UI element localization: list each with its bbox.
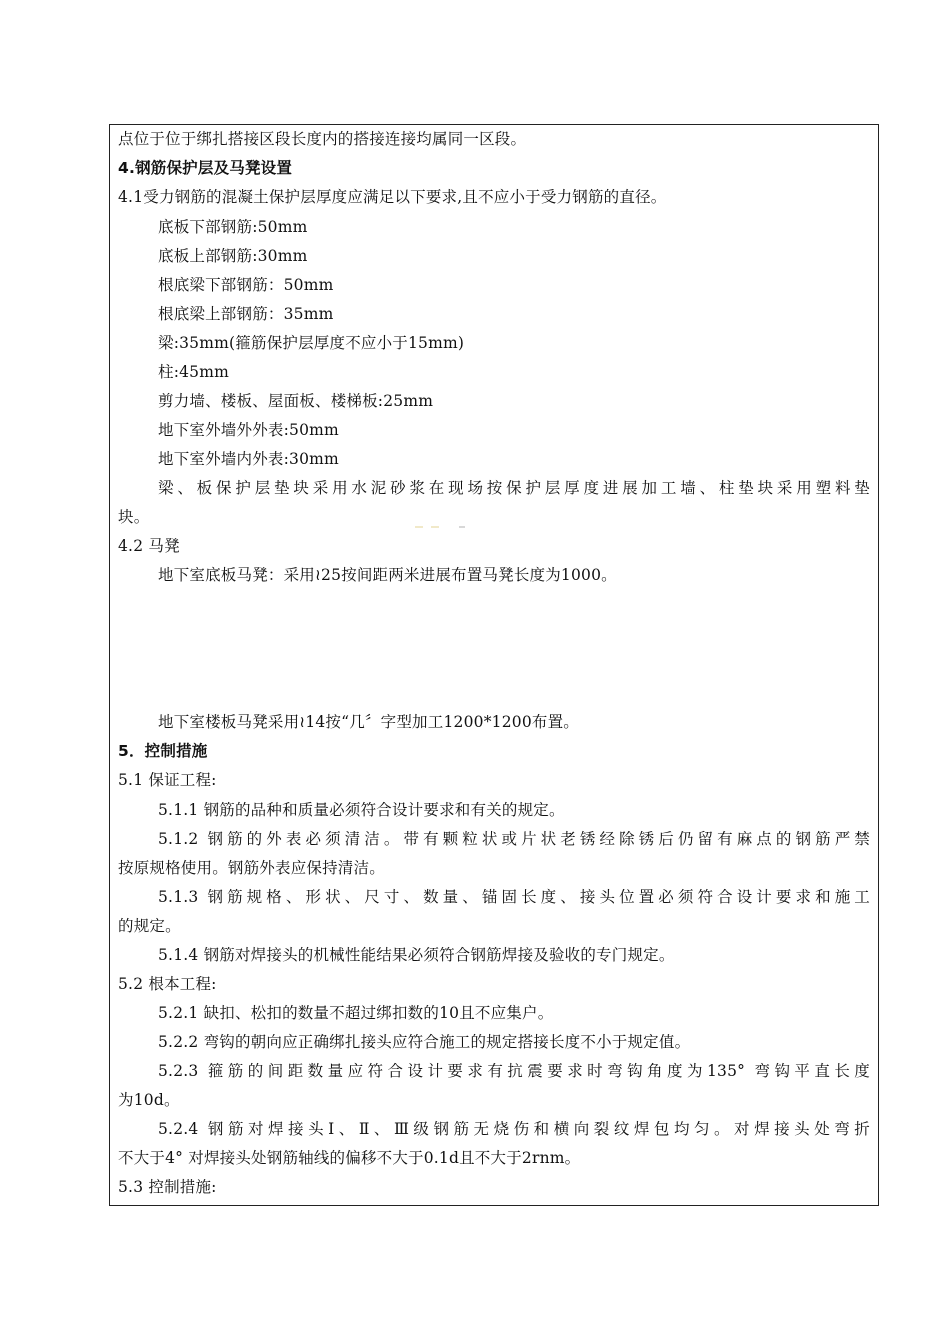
text-line: 地下室底板马凳：采用≀25按间距两米进展布置马凳长度为1000。 (158, 566, 617, 584)
text-line: 5.1.4 钢筋对焊接头的机械性能结果必须符合钢筋焊接及验收的专门规定。 (158, 946, 675, 964)
faint-image-remnant (415, 526, 475, 532)
text-line: 5.1.2 钢筋的外表必须清洁。带有颗粒状或片状老锈经除锈后仍留有麻点的钢筋严禁 (158, 830, 870, 848)
text-line: 4.2 马凳 (118, 537, 180, 555)
document-frame (109, 124, 879, 1206)
text-line: 梁:35mm(箍筋保护层厚度不应小于15mm) (158, 334, 465, 352)
text-line: 剪力墙、楼板、屋面板、楼梯板:25mm (158, 392, 434, 410)
text-line: 底板下部钢筋:50mm (158, 218, 308, 236)
text-line: 5.3 控制措施: (118, 1178, 217, 1196)
text-line: 5.2.4 钢筋对焊接头Ⅰ、Ⅱ、Ⅲ级钢筋无烧伤和横向裂纹焊包均匀。对焊接头处弯折 (158, 1120, 870, 1138)
text-line: 地下室外墙外外表:50mm (158, 421, 339, 439)
text-line: 5.2 根本工程: (118, 975, 217, 993)
section-heading: 5．控制措施 (118, 742, 208, 760)
text-line: 梁、板保护层垫块采用水泥砂浆在现场按保护层厚度进展加工墙、柱垫块采用塑料垫 (158, 479, 870, 497)
text-line: 按原规格使用。钢筋外表应保持清洁。 (118, 859, 385, 877)
text-line: 地下室楼板马凳采用≀14按“几〞字型加工1200*1200布置。 (158, 713, 580, 731)
text-line: 不大于4° 对焊接头处钢筋轴线的偏移不大于0.1d且不大于2rnm。 (118, 1149, 581, 1167)
text-line: 的规定。 (118, 917, 181, 935)
text-line: 5.2.1 缺扣、松扣的数量不超过绑扣数的10且不应集户。 (158, 1004, 554, 1022)
text-line: 5.1.3 钢筋规格、形状、尺寸、数量、锚固长度、接头位置必须符合设计要求和施工 (158, 888, 870, 906)
text-line: 块。 (118, 508, 150, 526)
text-line: 5.1.1 钢筋的品种和质量必须符合设计要求和有关的规定。 (158, 801, 565, 819)
section-heading: 4.钢筋保护层及马凳设置 (118, 159, 293, 177)
text-line: 4.1受力钢筋的混凝土保护层厚度应满足以下要求,且不应小于受力钢筋的直径。 (118, 188, 667, 206)
text-line: 地下室外墙内外表:30mm (158, 450, 339, 468)
text-line: 底板上部钢筋:30mm (158, 247, 308, 265)
text-line: 为10d。 (118, 1091, 180, 1109)
text-line: 5.2.3 箍筋的间距数量应符合设计要求有抗震要求时弯钩角度为135° 弯钩平直长度 (158, 1062, 870, 1080)
text-line: 根底梁下部钢筋：50mm (158, 276, 334, 294)
text-line: 根底梁上部钢筋：35mm (158, 305, 334, 323)
text-line: 5.2.2 弯钩的朝向应正确绑扎接头应符合施工的规定搭接长度不小于规定值。 (158, 1033, 691, 1051)
text-line: 点位于位于绑扎搭接区段长度内的搭接连接均属同一区段。 (118, 130, 527, 148)
text-line: 5.1 保证工程: (118, 771, 217, 789)
text-line: 柱:45mm (158, 363, 230, 381)
